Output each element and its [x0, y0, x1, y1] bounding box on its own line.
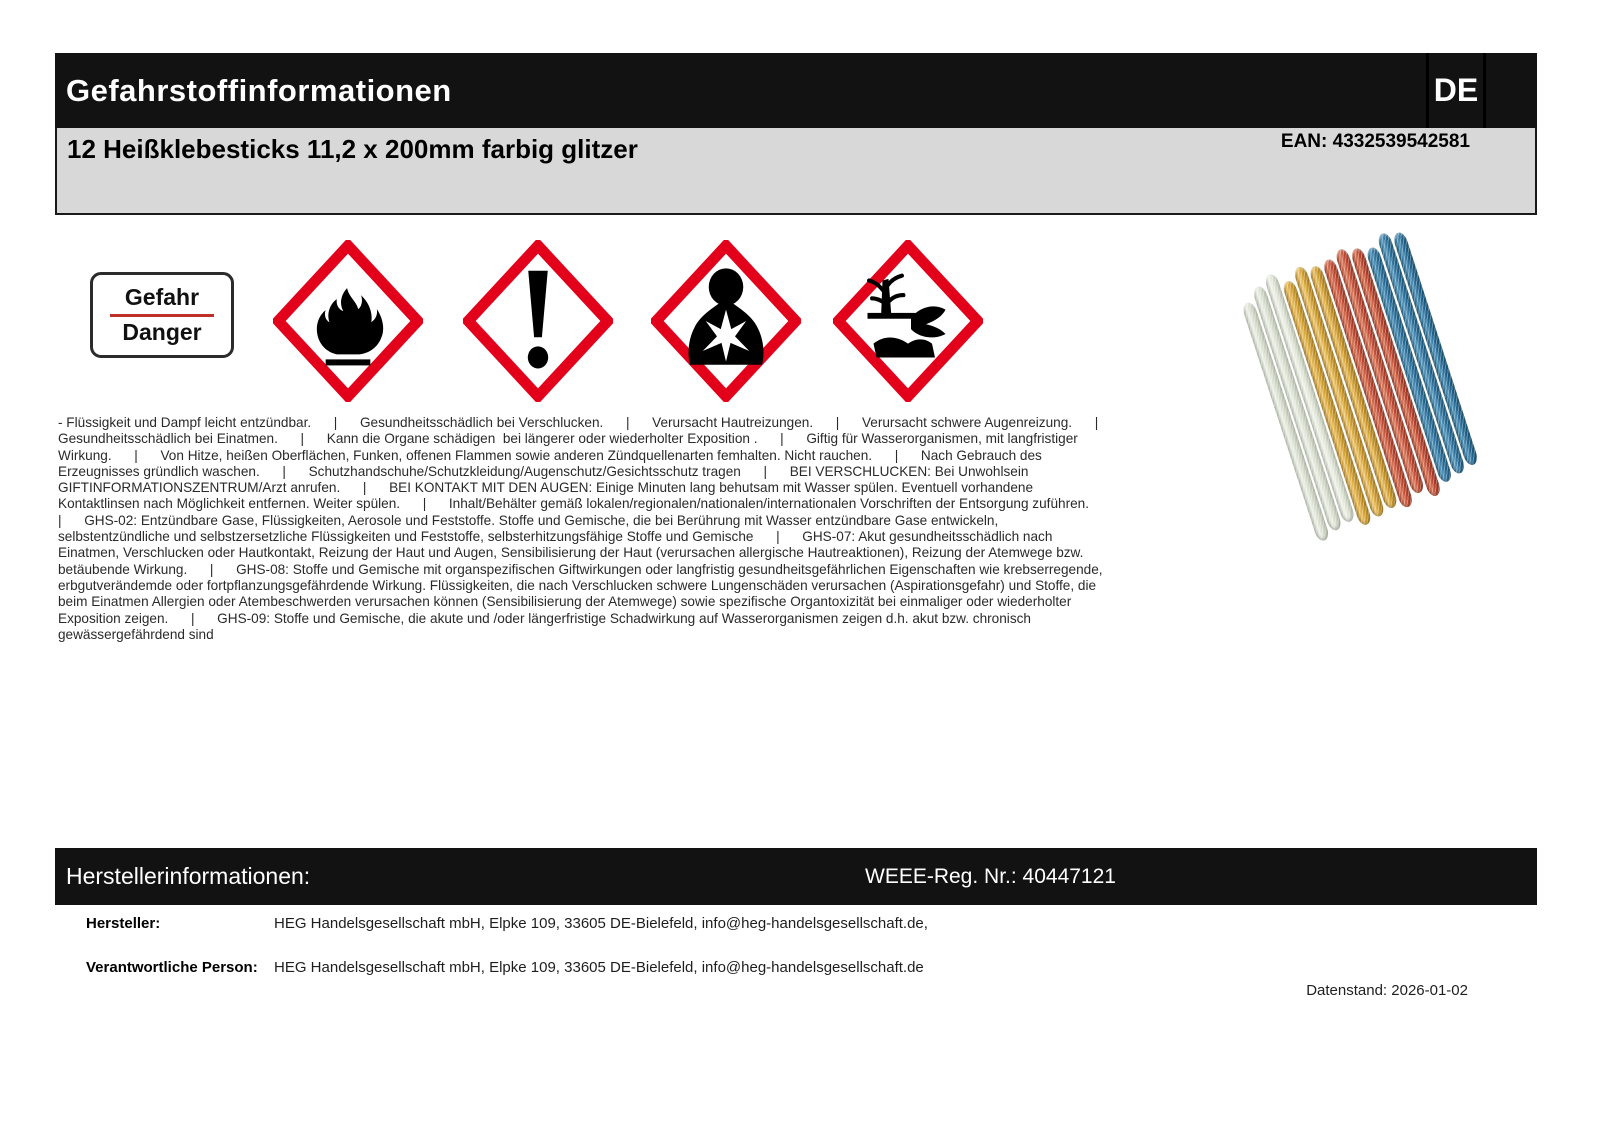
signal-word-en: Danger: [122, 318, 202, 345]
product-photo-sticks: [1234, 229, 1487, 543]
ghs09-environment-icon: [833, 240, 983, 402]
product-photo: [1270, 250, 1448, 512]
manufacturer-value: HEG Handelsgesellschaft mbH, Elpke 109, 33605 DE-Bielefeld, info@heg-handelsgesellschaft.de,: [274, 915, 928, 932]
ean-code: EAN: 4332539542581: [1280, 131, 1470, 152]
product-name: 12 Heißklebesticks 11,2 x 200mm farbig glitzer: [67, 134, 638, 164]
responsible-person-value: HEG Handelsgesellschaft mbH, Elpke 109, 33605 DE-Bielefeld, info@heg-handelsgesellschaft.de: [274, 959, 924, 976]
weee-registration: WEEE-Reg. Nr.: 40447121: [865, 864, 1116, 888]
manufacturer-label: Hersteller:: [86, 915, 161, 932]
ghs07-exclamation-icon: [463, 240, 613, 402]
product-bar: [55, 128, 1537, 215]
manufacturer-bar: [55, 848, 1537, 905]
page-title: Gefahrstoffinformationen: [66, 72, 452, 108]
signal-word-de: Gefahr: [124, 284, 200, 311]
signal-word-box: [90, 272, 234, 358]
hazard-statements: - Flüssigkeit und Dampf leicht entzündbar. | Gesundheitsschädlich bei Verschlucken. | Verursacht Hautreizungen. | Verursacht schwere Augenreizung. | Gesundheitsschädlich bei Einatmen. | Kann die Organe schädigen bei längerer oder wiederholter Exposition . | Giftig für Wasserorganismen, mit langfristiger Wirkung. | Von Hitze, heißen Oberflächen, Funken, offenen Flammen sowie anderen Zündquellenarten femhalten. Nicht rauchen. | Nach Gebrauch des Erzeugnisses gründlich waschen. | Schutzhandschuhe/Schutzkleidung/Augenschutz/Gesichtsschutz tragen | BEI VERSCHLUCKEN: Bei Unwohlsein GIFTINFORMATIONSZENTRUM/Arzt anrufen. | BEI KONTAKT MIT DEN AUGEN: Einige Minuten lang behutsam mit Wasser spülen. Eventuell vorhandene Kontaktlinsen nach Möglichkeit entfernen. Weiter spülen. | Inhalt/Behälter gemäß lokalen/regionalen/nationalen/internationalen Vorschriften der Entsorgung zuführen. | GHS-02: Entzündbare Gase, Flüssigkeiten, Aerosole und Feststoffe. Stoffe und Gemische, die bei Berührung mit Wasser entzündbare Gase entwickeln, selbstentzündliche und selbstzersetzliche Flüssigkeiten und Feststoffe, selbsterhitzungsfähige Stoffe und Gemische | GHS-07: Akut gesundheitsschädlich nach Einatmen, Verschlucken oder Hautkontakt, Reizung der Haut und Augen, Sensibilisierung der Haut (verursachen allergische Hautreaktionen), Reizung der Atemwege bzw. betäubende Wirkung. | GHS-08: Stoffe und Gemische mit organspezifischen Giftwirkungen oder langfristig gesundheitsgefährlichen Eigenschaften wie krebserregende, erbgutverändemde oder fortpflanzungsgefährdende Wirkung. Flüssigkeiten, die nach Verschlucken schwere Lungenschäden verursachen (Aspirationsgefahr) und Stoffe, die beim Einatmen Allergien oder Atembeschwerden verursachen können (Sensibilisierung der Atemwege) sowie spezifische Organtoxizität bei einmaliger oder wiederholter Exposition zeigen. | GHS-09: Stoffe und Gemische, die akute und /oder längerfristige Schadwirkung auf Wasserorganismen zeigen d.h. akut bzw. chronisch gewässergefährdend sind: [58, 415, 1121, 642]
signal-word-divider: [110, 314, 214, 317]
ghs02-flame-icon: [273, 240, 423, 402]
manufacturer-bar-title: Herstellerinformationen:: [66, 863, 311, 889]
header-bar: [55, 53, 1537, 128]
ghs08-health-hazard-icon: [651, 240, 801, 402]
language-badge: DE: [1426, 53, 1486, 128]
data-status-date: Datenstand: 2026-01-02: [1306, 982, 1468, 999]
responsible-person-label: Verantwortliche Person:: [86, 959, 258, 976]
